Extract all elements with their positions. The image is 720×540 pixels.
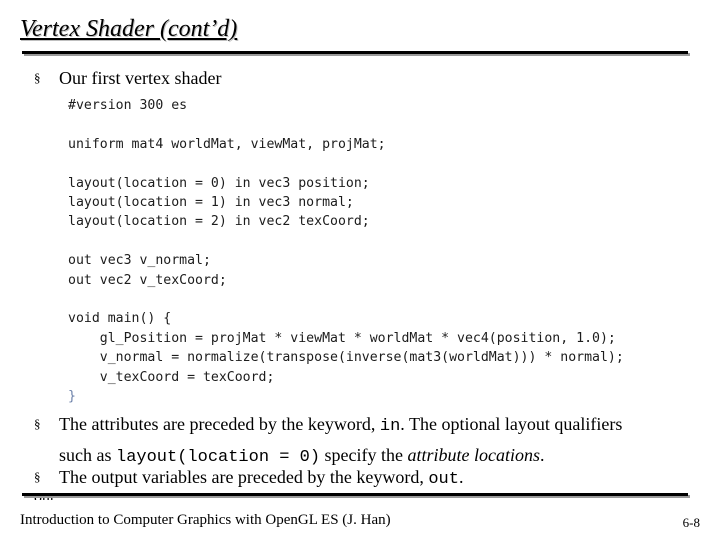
bullet-text: such as <box>59 445 116 465</box>
footer-course-title: Introduction to Computer Graphics with OpenGL ES (J. Han) <box>20 512 391 528</box>
footer-divider <box>22 493 688 496</box>
code-line: uniform mat4 worldMat, viewMat, projMat; <box>68 136 386 152</box>
bullet-text: . The optional layout qualifiers <box>400 414 623 434</box>
code-line: gl_Position = projMat * viewMat * worldMat * vec4(position, 1.0); <box>99 330 616 346</box>
code-line: layout(location = 1) in vec3 normal; <box>68 195 354 211</box>
bullet-mark: § <box>34 70 41 85</box>
code-line: void main() { <box>68 311 172 327</box>
bullet-output-variables <box>34 463 463 494</box>
code-body <box>68 98 624 385</box>
title-divider <box>22 51 688 54</box>
bullet-text: specify the <box>320 445 408 465</box>
bullet-text: . <box>540 445 545 465</box>
page-number: 6-8 <box>682 515 700 530</box>
bullet-first-vertex-shader <box>34 64 221 92</box>
slide-title: Vertex Shader (cont’d) <box>20 16 238 42</box>
code-listing <box>68 96 624 407</box>
bullet-mark: § <box>34 469 41 484</box>
emphasis-attribute-locations: attribute locations <box>407 445 541 465</box>
bullet-mark: § <box>34 416 41 431</box>
code-line: out vec2 v_texCoord; <box>68 272 227 288</box>
code-line: v_normal = normalize(transpose(inverse(mat3(worldMat))) * normal); <box>99 350 624 366</box>
keyword-in: in <box>379 417 401 436</box>
bullet-text: . <box>458 467 464 487</box>
bullet-text: Our first vertex shader <box>59 68 222 88</box>
layout-qualifier-code: layout(location = 0) <box>116 448 321 467</box>
bullet-text: The attributes are preceded by the keyword, <box>59 414 380 434</box>
code-line: layout(location = 2) in vec2 texCoord; <box>68 214 370 230</box>
code-line: #version 300 es <box>68 98 188 113</box>
code-line: v_texCoord = texCoord; <box>99 369 275 385</box>
code-closing-brace: } <box>68 389 76 405</box>
code-line: out vec3 v_normal; <box>68 253 211 269</box>
code-line: layout(location = 0) in vec3 position; <box>68 175 370 191</box>
footer <box>20 512 700 531</box>
keyword-out: out <box>428 470 459 489</box>
bullet-text: The output variables are preceded by the keyword, <box>59 467 429 487</box>
